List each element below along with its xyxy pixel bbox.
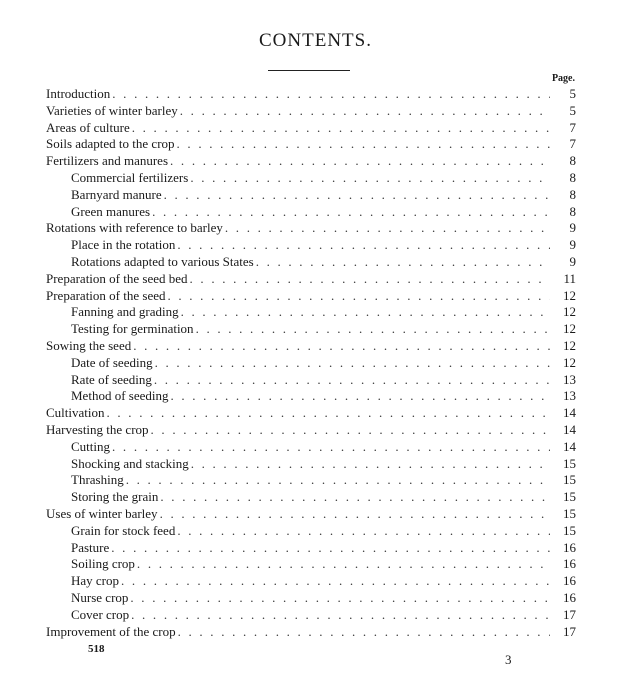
dot-leader [191,456,550,473]
toc-entry-label: Method of seeding [71,388,169,404]
toc-entry-label: Preparation of the seed bed [46,270,188,286]
toc-entry-label: Varieties of winter barley [46,102,178,118]
toc-entry-page: 12 [563,304,576,320]
dot-leader [160,489,550,506]
dot-leader [177,237,550,254]
toc-entry-label: Place in the rotation [71,237,176,253]
toc-entry-page: 14 [563,438,576,454]
toc-entry-label: Shocking and stacking [71,455,189,471]
toc-entry-label: Hay crop [71,573,120,589]
toc-entry-label: Testing for germination [71,321,194,337]
dot-leader [107,405,551,422]
dot-leader [177,136,550,153]
title-rule [268,70,350,71]
toc-entry [46,540,576,557]
toc-entry-label: Nurse crop [71,589,129,605]
toc-entry-label: Fanning and grading [71,304,179,320]
toc-entry [46,405,576,422]
toc-entry-page: 8 [569,153,576,169]
dot-leader [256,254,550,271]
toc-entry [46,153,576,170]
page-title: CONTENTS. [259,30,372,51]
toc-entry-label: Harvesting the crop [46,421,149,437]
toc-entry-page: 15 [563,472,576,488]
toc-entry [46,388,576,405]
dot-leader [131,607,550,624]
toc-entry [46,590,576,607]
toc-entry [46,556,576,573]
dot-leader [190,271,550,288]
toc-entry [46,237,576,254]
dot-leader [181,304,550,321]
dot-leader [112,439,550,456]
toc-entry-label: Sowing the seed [46,337,132,353]
toc-entry-label: Areas of culture [46,119,130,135]
dot-leader [137,556,550,573]
dot-leader [180,103,550,120]
toc-entry-page: 7 [569,119,576,135]
dot-leader [178,624,550,641]
dot-leader [164,187,550,204]
table-of-contents [46,86,576,640]
toc-entry-page: 5 [569,86,576,101]
toc-entry-page: 9 [569,253,576,269]
toc-entry [46,372,576,389]
dot-leader [126,472,550,489]
toc-entry [46,204,576,221]
toc-entry-label: Commercial fertilizers [71,169,189,185]
toc-entry-page: 17 [563,606,576,622]
toc-entry [46,254,576,271]
toc-entry-label: Rotations with reference to barley [46,220,223,236]
toc-entry [46,288,576,305]
toc-entry [46,103,576,120]
dot-leader [130,590,550,607]
toc-entry-page: 9 [569,220,576,236]
toc-entry-page: 12 [563,321,576,337]
dot-leader [196,321,550,338]
dot-leader [225,220,550,237]
toc-entry [46,439,576,456]
toc-entry-label: Soiling crop [71,556,135,572]
toc-entry-page: 16 [563,573,576,589]
toc-entry-label: Uses of winter barley [46,505,158,521]
toc-entry-page: 7 [569,136,576,152]
dot-leader [177,523,550,540]
toc-entry [46,338,576,355]
bulletin-number: 518 [88,643,105,655]
toc-entry-page: 12 [563,354,576,370]
toc-entry-page: 15 [563,489,576,505]
page-number: 3 [505,652,512,667]
toc-entry-label: Introduction [46,86,111,101]
toc-entry-label: Cultivation [46,405,105,421]
toc-entry [46,170,576,187]
toc-entry [46,506,576,523]
toc-entry-label: Pasture [71,539,110,555]
toc-entry-page: 15 [563,522,576,538]
toc-entry [46,472,576,489]
toc-entry [46,304,576,321]
toc-entry [46,624,576,641]
toc-entry-page: 15 [563,505,576,521]
toc-entry-page: 16 [563,556,576,572]
toc-entry [46,271,576,288]
toc-entry-label: Soils adapted to the crop [46,136,175,152]
toc-entry-label: Thrashing [71,472,124,488]
toc-entry-label: Improvement of the crop [46,623,176,639]
toc-entry [46,422,576,439]
toc-entry-label: Barnyard manure [71,186,162,202]
dot-leader [121,573,550,590]
toc-entry [46,573,576,590]
toc-entry-label: Rate of seeding [71,371,152,387]
toc-entry-page: 13 [563,371,576,387]
toc-entry [46,456,576,473]
dot-leader [154,372,550,389]
toc-entry [46,187,576,204]
toc-entry-page: 17 [563,623,576,639]
toc-entry-page: 12 [563,287,576,303]
page-column-heading: Page. [551,73,575,84]
toc-entry-label: Green manures [71,203,151,219]
toc-entry [46,86,576,103]
dot-leader [111,540,550,557]
toc-entry-label: Cutting [71,438,111,454]
toc-entry-label: Rotations adapted to various States [71,253,254,269]
toc-entry [46,136,576,153]
dot-leader [133,338,550,355]
toc-entry-page: 9 [569,237,576,253]
toc-entry [46,523,576,540]
toc-entry-page: 14 [563,421,576,437]
dot-leader [112,86,550,103]
toc-entry-page: 13 [563,388,576,404]
dot-leader [170,153,550,170]
toc-entry [46,489,576,506]
toc-entry [46,220,576,237]
toc-entry-label: Storing the grain [71,489,159,505]
toc-entry-label: Cover crop [71,606,130,622]
toc-entry-page: 15 [563,455,576,471]
toc-entry [46,120,576,137]
toc-entry [46,355,576,372]
toc-entry-page: 16 [563,589,576,605]
dot-leader [190,170,550,187]
toc-entry-page: 11 [563,270,576,286]
dot-leader [167,288,550,305]
toc-entry-page: 8 [569,169,576,185]
dot-leader [155,355,550,372]
toc-entry-page: 12 [563,337,576,353]
toc-entry-label: Preparation of the seed [46,287,166,303]
toc-entry [46,607,576,624]
toc-entry-page: 16 [563,539,576,555]
toc-entry-page: 14 [563,405,576,421]
toc-entry-label: Grain for stock feed [71,522,176,538]
toc-entry-label: Date of seeding [71,354,153,370]
dot-leader [170,388,550,405]
dot-leader [132,120,550,137]
dot-leader [160,506,550,523]
dot-leader [152,204,550,221]
toc-entry [46,321,576,338]
toc-entry-page: 8 [569,186,576,202]
toc-entry-page: 8 [569,203,576,219]
dot-leader [151,422,550,439]
toc-entry-label: Fertilizers and manures [46,153,169,169]
toc-entry-page: 5 [569,102,576,118]
